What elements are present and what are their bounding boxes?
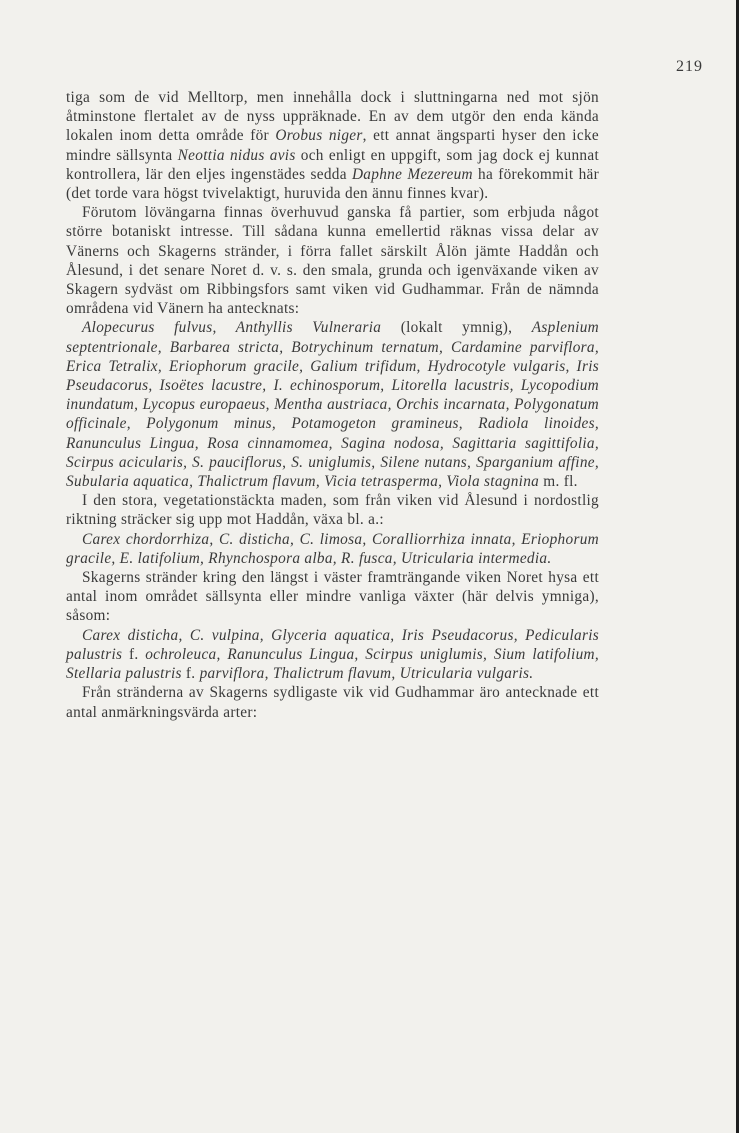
paragraph-meadows: tiga som de vid Melltorp, men innehålla dock i sluttningarna ned mot sjön åtminstone flertalet av de nyss uppräknade. En av dem utgör den enda kända lokalen inom detta område för Orobus niger, ett annat ängsparti hyser den icke mindre sällsynta Neottia nidus avis och enligt en uppgift, som jag dock ej kunnat kontrollera, lär den eljes ingenstädes sedda Daphne Mezereum ha förekommit här (det torde vara högst tvivelaktigt, huruvida den ännu finnes kvar). [66,89,600,203]
paragraph-gudhammar: Från stränderna av Skagerns sydligaste vik vid Gudhammar äro antecknade ett antal anmärkningsvärda arter: [66,684,599,721]
page-number: 219 [676,58,703,75]
species-list-noret: Carex disticha, C. vulpina, Glyceria aquatica, Iris Pseudacorus, Pedicularis palustris f. ochroleuca, Ranunculus Lingua, Scirpus uniglumis, Sium latifolium, Stellaria palustris f. parviflora, Thalictrum flavum, Utricularia vulgaris. [66,626,599,683]
paragraph-shores: Förutom lövängarna finnas överhuvud ganska få partier, som erbjuda något större botaniskt intresse. Till sådana kunna emellertid räknas vissa delar av Vänerns och Skagerns stränder, i förra fallet särskilt Ålön jämte Haddån och Ålesund, i det senare Noret d. v. s. den smala, grunda och igenväxande viken av Skagern sydväst om Ribbingsfors samt viken vid Gudhammar. Från de nämnda områdena vid Vänern ha antecknats: [66,204,599,318]
species-list-alesund: Carex chordorrhiza, C. disticha, C. limosa, Coralliorrhiza innata, Eriophorum gracile, E. latifolium, Rhynchospora alba, R. fusca, Utricularia intermedia. [66,530,599,567]
paragraph-alesund: I den stora, vegetationstäckta maden, som från viken vid Ålesund i nordostlig riktning sträcker sig upp mot Haddån, växa bl. a.: [66,492,599,529]
body-text [66,88,599,722]
paragraph-noret: Skagerns stränder kring den längst i väster framträngande viken Noret hysa ett antal inom området sällsynta eller mindre vanliga växter (här delvis ymniga), såsom: [66,569,599,625]
species-list-vanern: Alopecurus fulvus, Anthyllis Vulneraria (lokalt ymnig), Asplenium septentrionale, Barbarea stricta, Botrychinum ternatum, Cardamine parviflora, Erica Tetralix, Eriophorum gracile, Galium trifidum, Hydrocotyle vulgaris, Iris Pseudacorus, Isoëtes lacustre, I. echinosporum, Litorella lacustris, Lycopodium inundatum, Lycopus europaeus, Mentha austriaca, Orchis incarnata, Polygonatum officinale, Polygonum minus, Potamogeton gramineus, Radiola linoides, Ranunculus Lingua, Rosa cinnamomea, Sagina nodosa, Sagittaria sagittifolia, Scirpus acicularis, S. pauciflorus, S. uniglumis, Silene nutans, Sparganium affine, Subularia aquatica, Thalictrum flavum, Vicia tetrasperma, Viola stagnina m. fl. [66,319,600,491]
